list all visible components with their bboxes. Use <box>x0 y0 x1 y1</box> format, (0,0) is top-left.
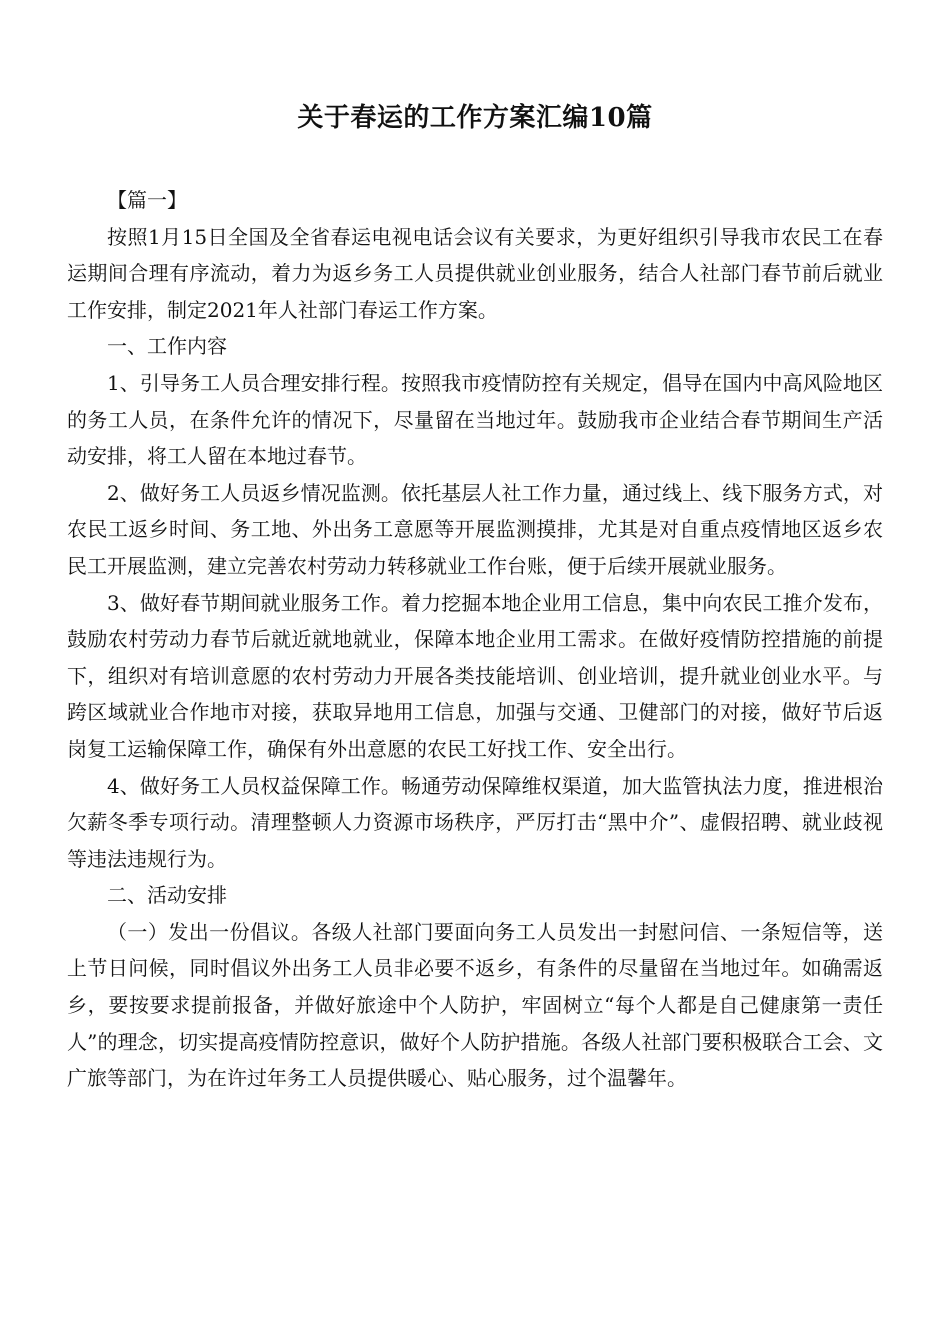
document-title: 关于春运的工作方案汇编10篇 <box>297 103 653 133</box>
body-paragraph: 3、做好春节期间就业服务工作。着力挖掘本地企业用工信息，集中向农民工推介发布，鼓励农村劳动力春节后就近就地就业，保障本地企业用工需求。在做好疫情防控措施的前提下，组织对有培训意愿的农村劳动力开展各类技能培训、创业培训，提升就业创业水平。与跨区域就业合作地市对接，获取异地用工信息，加强与交通、卫健部门的对接，做好节后返岗复工运输保障工作，确保有外出意愿的农民工好找工作、安全出行。 <box>67 590 883 761</box>
body-paragraph: （一）发出一份倡议。各级人社部门要面向务工人员发出一封慰问信、一条短信等，送上节日问候，同时倡议外出务工人员非必要不返乡，有条件的尽量留在当地过年。如确需返乡，要按要求提前报备，并做好旅途中个人防护，牢固树立“每个人都是自己健康第一责任人”的理念，切实提高疫情防控意识，做好个人防护措施。各级人社部门要积极联合工会、文广旅等部门，为在许过年务工人员提供暖心、贴心服务，过个温馨年。 <box>67 919 883 1091</box>
document-body <box>67 182 883 1097</box>
body-paragraph: 按照1月15日全国及全省春运电视电话会议有关要求，为更好组织引导我市农民工在春运期间合理有序流动，着力为返乡务工人员提供就业创业服务，结合人社部门春节前后就业工作安排，制定2021年人社部门春运工作方案。 <box>67 224 883 322</box>
body-paragraph: 4、做好务工人员权益保障工作。畅通劳动保障维权渠道，加大监管执法力度，推进根治欠薪冬季专项行动。清理整顿人力资源市场秩序，严厉打击“黑中介”、虚假招聘、就业歧视等违法违规行为。 <box>67 773 883 871</box>
body-paragraph: 1、引导务工人员合理安排行程。按照我市疫情防控有关规定，倡导在国内中高风险地区的务工人员，在条件允许的情况下，尽量留在当地过年。鼓励我市企业结合春节期间生产活动安排，将工人留在本地过春节。 <box>67 370 883 469</box>
section-heading: 二、活动安排 <box>107 883 227 908</box>
section-heading: 一、工作内容 <box>107 334 227 359</box>
section-marker: 【篇一】 <box>107 188 187 212</box>
body-paragraph: 2、做好务工人员返乡情况监测。依托基层人社工作力量，通过线上、线下服务方式，对农民工返乡时间、务工地、外出务工意愿等开展监测摸排，尤其是对自重点疫情地区返乡农民工开展监测，建立完善农村劳动力转移就业工作台账，便于后续开展就业服务。 <box>67 480 883 578</box>
